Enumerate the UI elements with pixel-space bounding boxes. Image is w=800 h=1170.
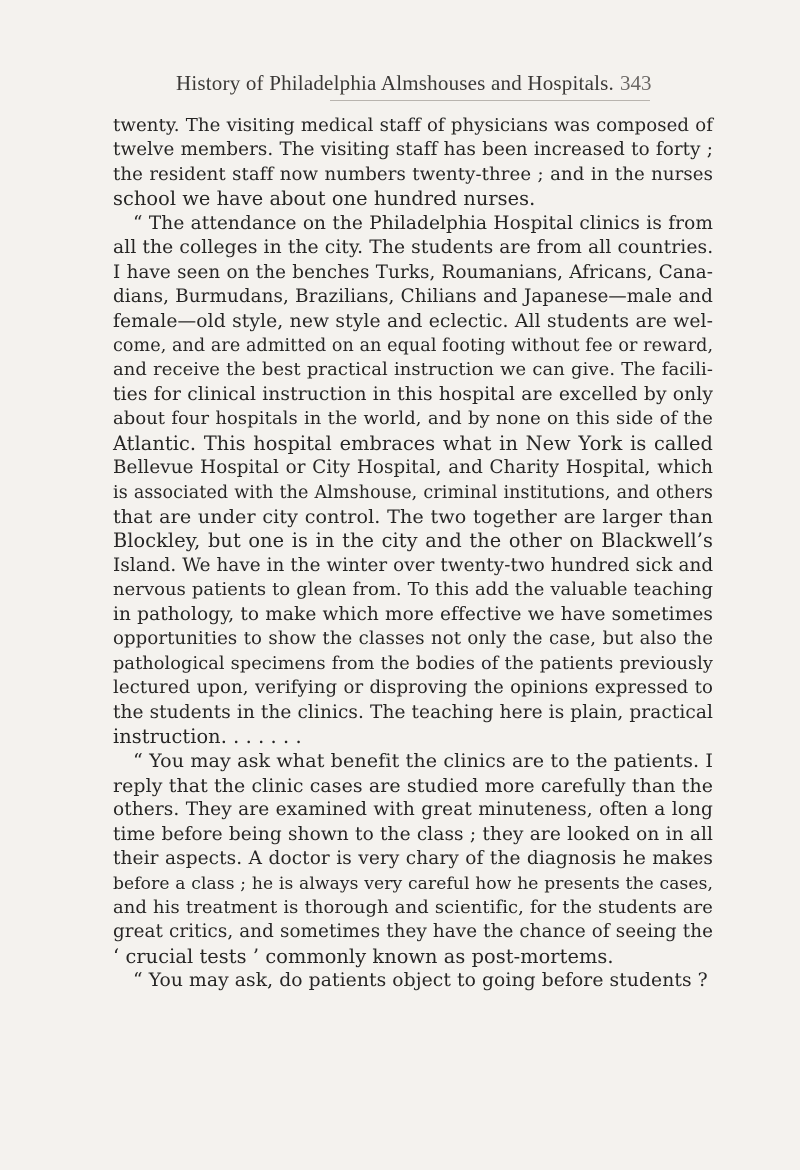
text-line: nervous patients to glean from. To this add the valuable teaching [113,579,713,601]
page-number: 343 [620,71,652,95]
text-line: Blockley, but one is in the city and the other on Blackwell’s [113,529,713,553]
text-line: dians, Burmudans, Brazilians, Chilians and Japanese—male and [113,286,713,308]
text-line: Atlantic. This hospital embraces what in New York is called [113,431,713,455]
text-line: reply that the clinic cases are studied more carefully than the [113,774,713,797]
text-line: and his treatment is thorough and scientific, for the students are [113,897,713,918]
text-line: school we have about one hundred nurses. [113,187,536,211]
text-line: “ You may ask, do patients object to going before students ? [133,970,708,992]
text-line: about four hospitals in the world, and by none on this side of the [113,408,713,430]
text-line: the students in the clinics. The teaching here is plain, practical [113,701,713,723]
text-line: “ You may ask what benefit the clinics are to the patients. I [133,749,713,773]
text-line: lectured upon, verifying or disproving the opinions expressed to [113,677,713,699]
text-line: “ The attendance on the Philadelphia Hospital clinics is from [133,212,713,234]
text-line: and receive the best practical instruction we can give. The facili- [113,359,713,381]
text-line: opportunities to show the classes not only the case, but also the [113,628,713,650]
text-line: that are under city control. The two together are larger than [113,505,713,528]
text-line: great critics, and sometimes they have the chance of seeing the [113,921,713,943]
text-line: all the colleges in the city. The students are from all countries. [113,237,714,259]
text-line: time before being shown to the class ; they are looked on in all [113,823,713,845]
header-rule [330,100,650,101]
text-line: come, and are admitted on an equal footing without fee or reward, [113,335,714,356]
text-line: pathological specimens from the bodies of the patients previously [113,653,713,674]
text-line: twelve members. The visiting staff has been increased to forty ; [113,139,713,161]
text-line: female—old style, new style and eclectic. All students are wel- [113,310,713,332]
text-line: Bellevue Hospital or City Hospital, and Charity Hospital, which [113,457,713,479]
text-line: in pathology, to make which more effective we have sometimes [113,603,713,625]
running-head [0,71,800,101]
text-line: twenty. The visiting medical staff of physicians was composed of [113,115,713,136]
text-line: their aspects. A doctor is very chary of the diagnosis he makes [113,848,713,870]
text-line: others. They are examined with great minuteness, often a long [113,799,713,821]
running-title: History of Philadelphia Almshouses and Hospitals. [176,71,614,95]
text-line: ties for clinical instruction in this hospital are excelled by only [113,383,713,405]
body-text [113,114,713,994]
text-line: the resident staff now numbers twenty-three ; and in the nurses [113,163,713,185]
text-line: instruction. . . . . . . [113,724,302,748]
text-line: I have seen on the benches Turks, Roumanians, Africans, Cana- [113,261,713,283]
text-line: ‘ crucial tests ’ commonly known as post-mortems. [113,944,614,968]
text-line: is associated with the Almshouse, criminal institutions, and others [113,482,713,503]
text-line: Island. We have in the winter over twenty-two hundred sick and [113,554,714,576]
text-line: before a class ; he is always very careful how he presents the cases, [113,873,713,894]
